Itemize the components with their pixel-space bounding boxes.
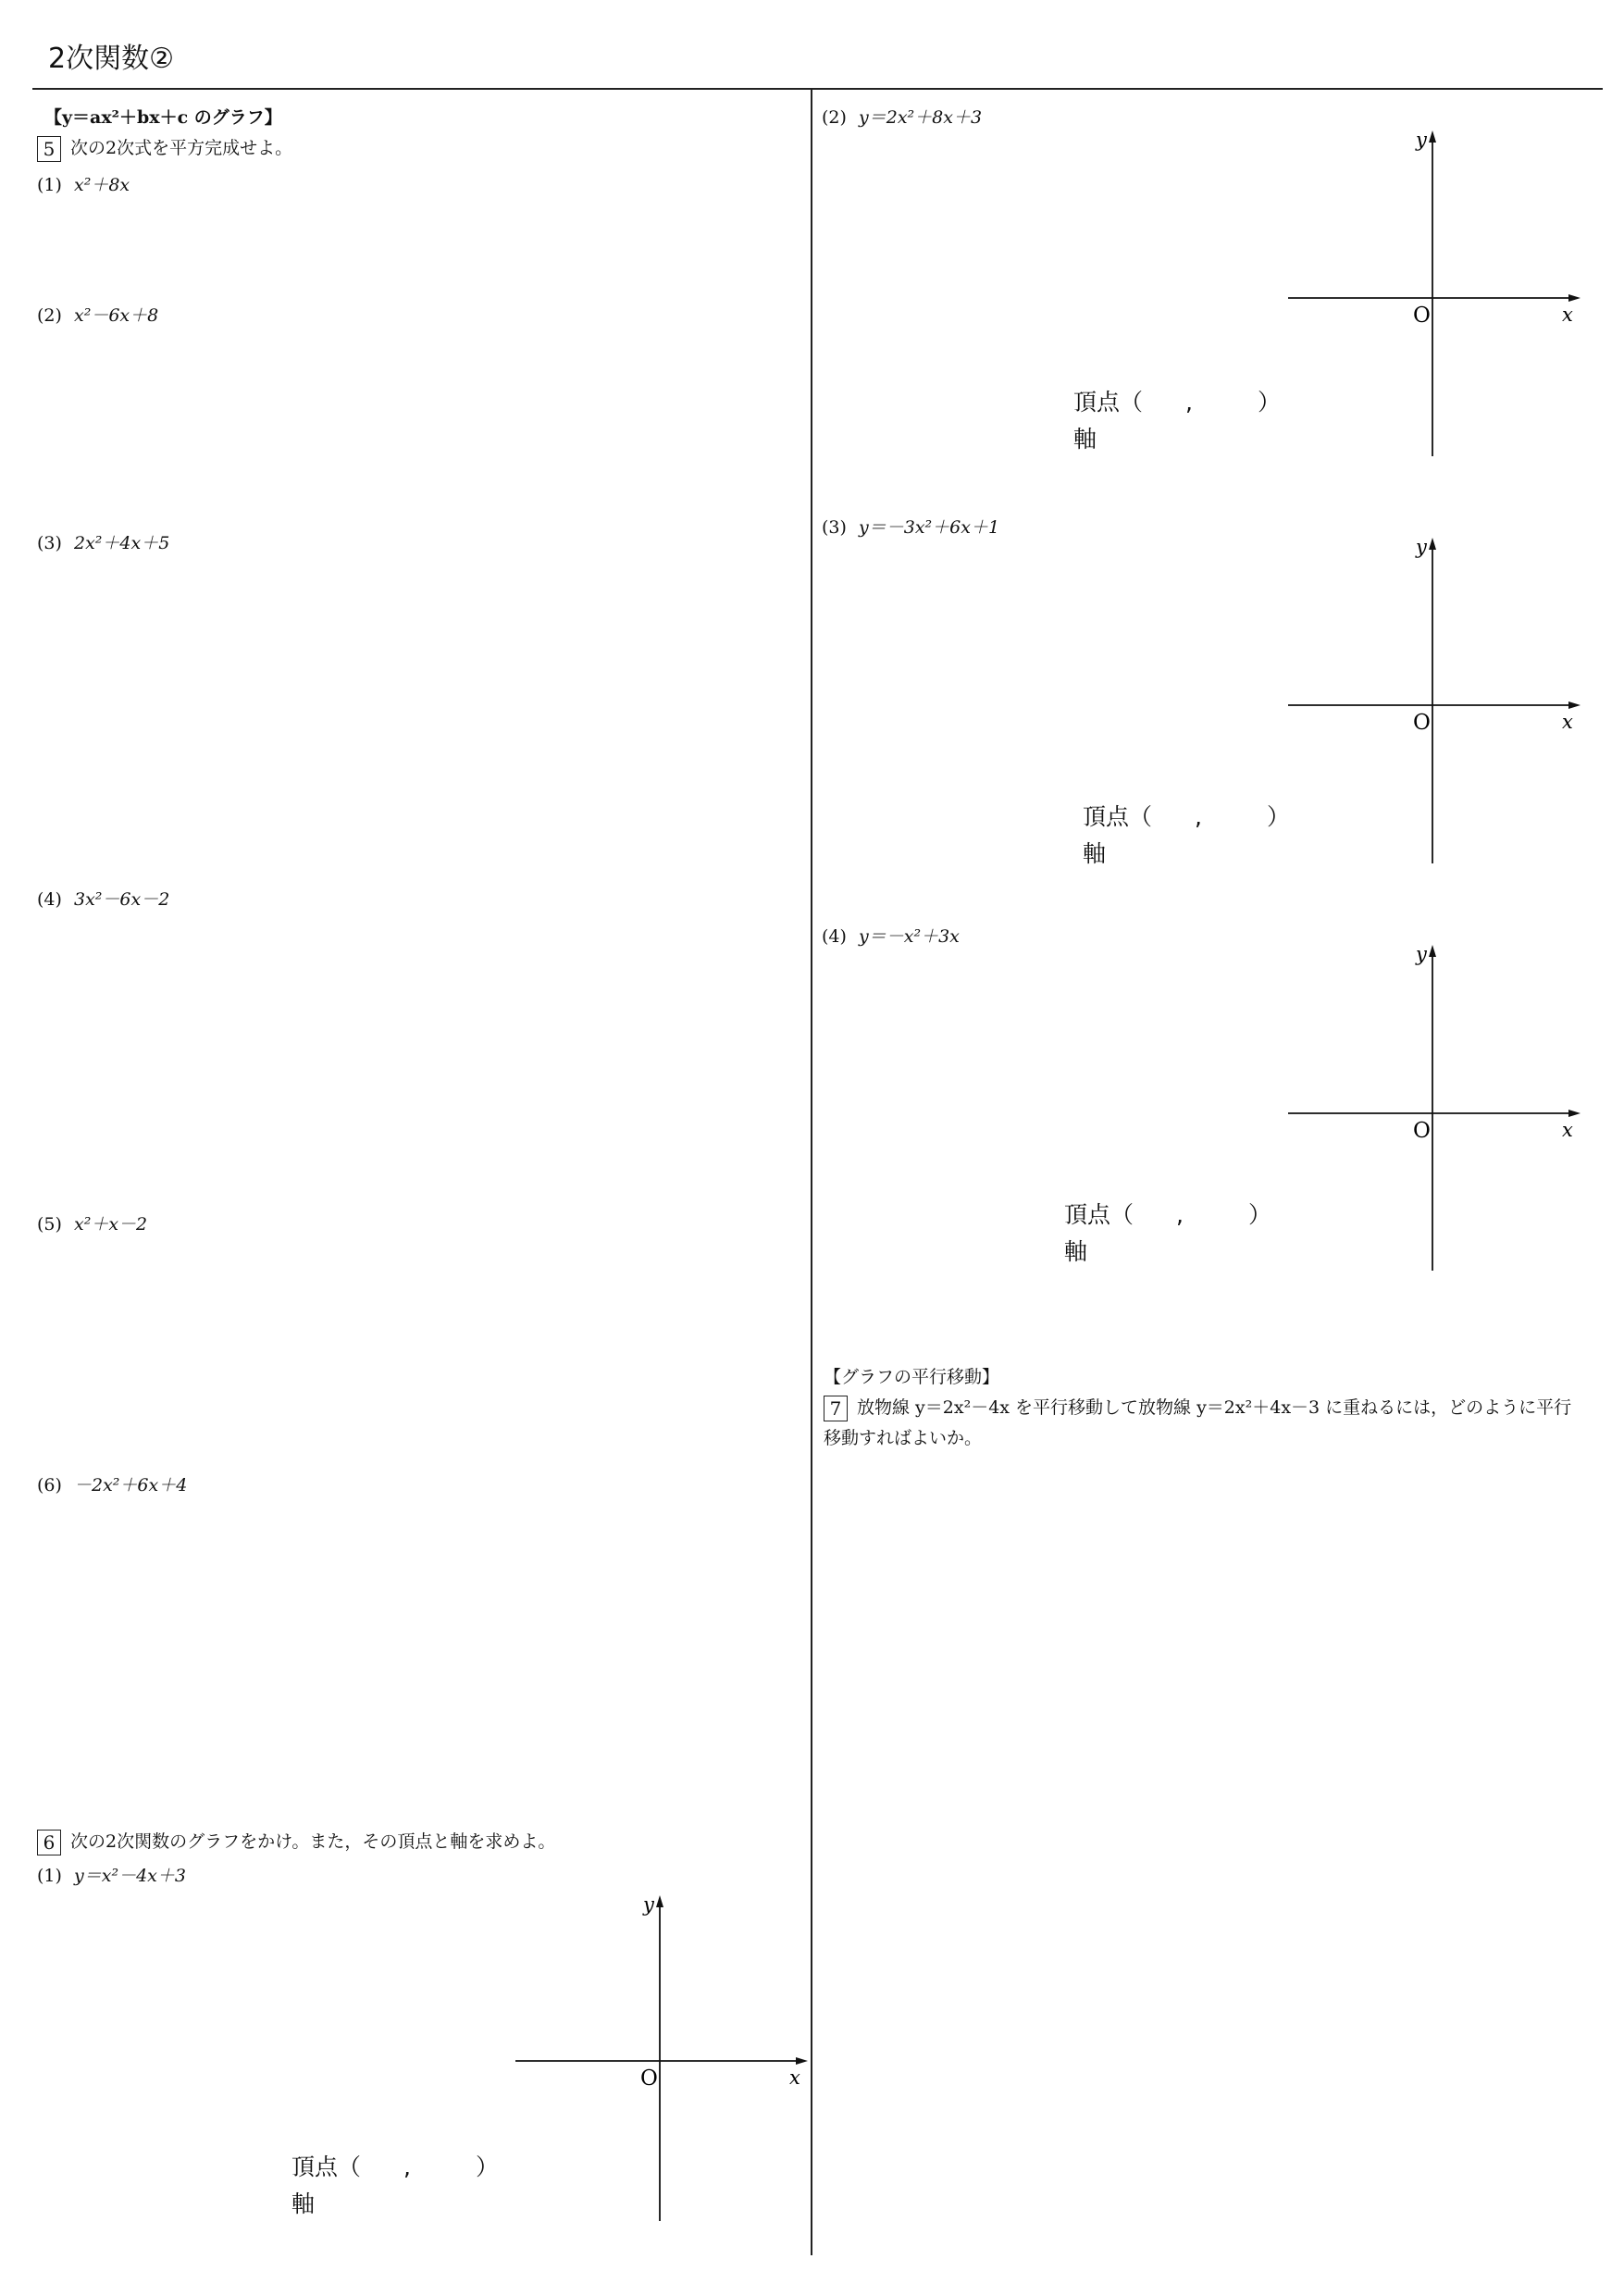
vertex-comma: , [1195, 803, 1202, 830]
vertex-answer-6-1 [291, 2149, 499, 2182]
problem-6-4 [822, 923, 960, 948]
problem-expression: 3x²－6x－2 [74, 889, 170, 910]
page-title: 2次関数② [48, 43, 174, 75]
y-axis-label: y [1416, 536, 1427, 558]
vertex-label: 頂点（ [1064, 1201, 1134, 1228]
coordinate-axes-6-3 [1286, 535, 1582, 868]
problem-5-2 [37, 302, 158, 327]
problem-expression: x²－6x＋8 [74, 305, 159, 326]
section-heading-translation: 【グラフの平行移動】 [824, 1367, 1000, 1387]
problem-number: (2) [822, 107, 847, 128]
problem-number: (5) [37, 1214, 62, 1235]
problem-number: (4) [822, 926, 847, 947]
question-number-box: 6 [37, 1830, 61, 1855]
vertex-close: ） [475, 2153, 499, 2180]
axis-answer-6-1: 軸 [291, 2191, 316, 2217]
problem-6-3 [822, 514, 999, 539]
question-instruction: 放物線 y＝2x²－4x を平行移動して放物線 y＝2x²＋4x－3 に重ねるには，どのように平行移動すればよいか。 [824, 1397, 1572, 1448]
vertex-answer-6-2 [1073, 384, 1281, 417]
header-rule [32, 88, 1603, 90]
axis-answer-6-4: 軸 [1064, 1238, 1088, 1265]
question-instruction: 次の2次関数のグラフをかけ。また，その頂点と軸を求めよ。 [70, 1831, 556, 1852]
problem-number: (1) [37, 1866, 62, 1886]
question-instruction: 次の2次式を平方完成せよ。 [70, 138, 293, 158]
vertex-close: ） [1247, 1201, 1271, 1228]
question-6 [37, 1828, 555, 1855]
origin-label: O [1413, 304, 1431, 328]
problem-expression: x²＋8x [74, 175, 130, 195]
problem-number: (2) [37, 305, 62, 326]
origin-label: O [640, 2066, 658, 2091]
problem-5-4 [37, 886, 169, 911]
vertex-comma: , [1176, 1201, 1184, 1228]
vertex-comma: , [403, 2153, 411, 2180]
vertex-close: ） [1257, 389, 1281, 416]
problem-number: (4) [37, 889, 62, 910]
problem-5-5 [37, 1210, 147, 1235]
problem-number: (3) [822, 517, 847, 538]
problem-expression: y＝2x²＋8x＋3 [859, 107, 983, 128]
problem-6-1 [37, 1862, 186, 1887]
axis-answer-6-2: 軸 [1073, 426, 1097, 453]
x-axis-label: x [1562, 1119, 1573, 1141]
problem-expression: y＝－3x²＋6x＋1 [859, 517, 1000, 538]
y-axis-label: y [643, 1893, 654, 1916]
x-axis-label: x [789, 2066, 800, 2089]
problem-number: (3) [37, 533, 62, 553]
axis-answer-6-3: 軸 [1083, 840, 1107, 867]
coordinate-axes-6-1 [514, 1893, 810, 2226]
problem-number: (1) [37, 175, 62, 195]
origin-label: O [1413, 1119, 1431, 1143]
problem-expression: －2x²＋6x＋4 [74, 1475, 188, 1496]
problem-5-6 [37, 1471, 187, 1496]
vertex-answer-6-4 [1064, 1197, 1271, 1230]
coordinate-axes-6-2 [1286, 128, 1582, 461]
vertex-close: ） [1266, 803, 1290, 830]
origin-label: O [1413, 711, 1431, 735]
x-axis-label: x [1562, 711, 1573, 733]
coordinate-axes-6-4 [1286, 942, 1582, 1275]
problem-expression: y＝x²－4x＋3 [74, 1866, 186, 1886]
question-number-box: 5 [37, 136, 61, 162]
y-axis-label: y [1416, 943, 1427, 965]
problem-5-1 [37, 171, 130, 196]
question-5 [37, 134, 292, 162]
problem-number: (6) [37, 1475, 62, 1496]
y-axis-label: y [1416, 129, 1427, 151]
x-axis-label: x [1562, 304, 1573, 326]
section-heading-quadratic-graph: 【y＝ax²＋bx＋c のグラフ】 [44, 107, 282, 128]
column-divider [811, 90, 812, 2255]
problem-expression: y＝－x²＋3x [859, 926, 960, 947]
vertex-label: 頂点（ [1083, 803, 1153, 830]
problem-5-3 [37, 529, 169, 554]
problem-expression: 2x²＋4x＋5 [74, 533, 170, 553]
problem-expression: x²＋x－2 [74, 1214, 148, 1235]
vertex-comma: , [1185, 389, 1193, 416]
vertex-label: 頂点（ [291, 2153, 362, 2180]
vertex-answer-6-3 [1083, 799, 1290, 832]
problem-6-2 [822, 104, 982, 129]
vertex-label: 頂点（ [1073, 389, 1144, 416]
question-7 [824, 1393, 1573, 1454]
question-number-box: 7 [824, 1396, 848, 1421]
